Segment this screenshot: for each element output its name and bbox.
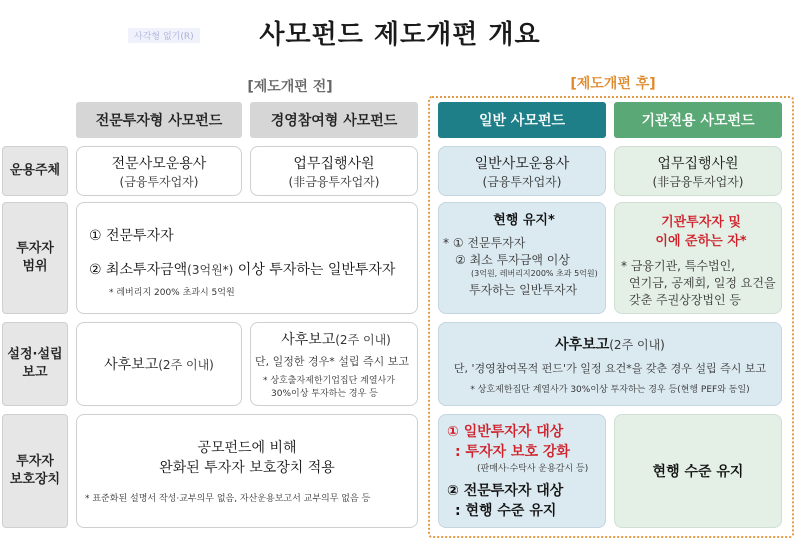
operator-type: (금융투자업자): [482, 174, 562, 189]
report-exception: 단, '경영참여목적 펀드'가 일정 요건*을 갖춘 경우 설립 즉시 보고: [453, 361, 767, 375]
investor-general-2: ② 최소 투자금액 이상: [455, 253, 570, 267]
header-institutional-fund: 기관전용 사모펀드: [614, 102, 782, 138]
investor-note: * 레버리지 200% 초과시 5억원: [109, 288, 235, 298]
row-label-operator: 운용주체: [2, 146, 68, 196]
protection-line-2: 완화된 투자자 보호장치 적용: [159, 460, 335, 476]
investor-inst-note-3: 갖춘 주권상장법인 등: [629, 293, 741, 307]
cell-protection-general: [438, 414, 606, 528]
row-label-investor-scope: 투자자 범위: [2, 202, 68, 314]
investor-inst-head-1: 기관투자자 및: [661, 215, 741, 230]
header-management-fund: 경영참여형 사모펀드: [250, 102, 418, 138]
row-label-report: 설정·설립 보고: [2, 322, 68, 406]
section-after-label: [제도개편 후]: [570, 76, 656, 92]
protection-general-2: : 투자자 보호 강화: [455, 444, 570, 460]
operator-name: 전문사모운용사: [111, 155, 207, 172]
report-exception: 단, 일정한 경우* 설립 즉시 보고: [255, 355, 409, 368]
page-title: 사모펀드 제도개편 개요: [259, 20, 541, 50]
investor-item-2-label: ② 최소투자금액: [89, 262, 188, 278]
report-label: [255, 329, 417, 349]
investor-general-3: (3억원, 레버리지200% 초과 5억원): [471, 269, 598, 278]
cell-report-professional: [76, 322, 242, 406]
cell-investor-general: [438, 202, 606, 314]
shape-tooltip: 사각형 없기(R): [128, 28, 200, 43]
protection-general-5: : 현행 수준 유지: [455, 503, 557, 519]
investor-general-head: 현행 유지*: [493, 213, 555, 228]
operator-name: 업무집행사원: [293, 155, 375, 172]
operator-type: (非금융투자업자): [288, 174, 380, 189]
cell-operator-institutional: [614, 146, 782, 196]
cell-operator-professional: [76, 146, 242, 196]
cell-operator-management: [250, 146, 418, 196]
investor-item-2-rest: 이상 투자하는 일반투자자: [233, 262, 396, 278]
investor-item-2: [89, 259, 417, 279]
report-main: 사후보고: [281, 332, 336, 348]
operator-type: (非금융투자업자): [652, 174, 744, 189]
header-professional-fund: 전문투자형 사모펀드: [76, 102, 242, 138]
protection-inst: 현행 수준 유지: [652, 464, 744, 480]
investor-inst-note-1: * 금융기관, 특수법인,: [621, 259, 735, 273]
header-general-fund: 일반 사모펀드: [438, 102, 606, 138]
protection-line-1: 공모펀드에 비해: [197, 440, 297, 456]
cell-operator-general: [438, 146, 606, 196]
report-note-2: 30%이상 투자하는 경우 등: [271, 389, 378, 399]
section-before-label: [제도개편 전]: [247, 79, 333, 95]
report-period: (2주 이내): [609, 337, 665, 352]
report-note-1: * 상호출자제한기업집단 계열사가: [263, 376, 395, 386]
cell-protection-before: [76, 414, 418, 528]
report-main: 사후보고: [104, 357, 159, 373]
cell-protection-institutional: [614, 414, 782, 528]
operator-name: 일반사모운용사: [474, 155, 570, 172]
investor-inst-head-2: 이에 준하는 자*: [655, 234, 747, 249]
row-label-protection: 투자자 보호장치: [2, 414, 68, 528]
protection-general-3: (판매사·수탁사 운용감시 등): [477, 464, 589, 474]
protection-general-4: ② 전문투자자 대상: [447, 483, 564, 499]
report-note: * 상호제한집단 계열사가 30%이상 투자하는 경우 등(현행 PEF와 동일): [470, 384, 750, 395]
operator-type: (금융투자업자): [119, 174, 199, 189]
cell-report-management: [250, 322, 418, 406]
protection-general-1: ① 일반투자자 대상: [447, 424, 564, 440]
cell-report-after: [438, 322, 782, 406]
report-main: 사후보고: [555, 336, 610, 353]
operator-name: 업무집행사원: [657, 155, 739, 172]
investor-inst-note-2: 연기금, 공제회, 일정 요건을: [629, 276, 776, 290]
report-label: [555, 334, 665, 354]
report-label: [104, 354, 214, 374]
investor-general-4: 투자하는 일반투자자: [469, 283, 578, 297]
investor-item-2-amount: (3억원*): [187, 263, 234, 277]
investor-item-1: ① 전문투자자: [89, 228, 174, 244]
protection-note: * 표준화된 설명서 작성·교부의무 없음, 자산운용보고서 교부의무 없음 등: [85, 494, 371, 504]
investor-general-1: * ① 전문투자자: [443, 236, 526, 250]
report-period: (2주 이내): [335, 333, 391, 347]
cell-investor-before: [76, 202, 418, 314]
cell-investor-institutional: [614, 202, 782, 314]
report-period: (2주 이내): [158, 358, 214, 372]
